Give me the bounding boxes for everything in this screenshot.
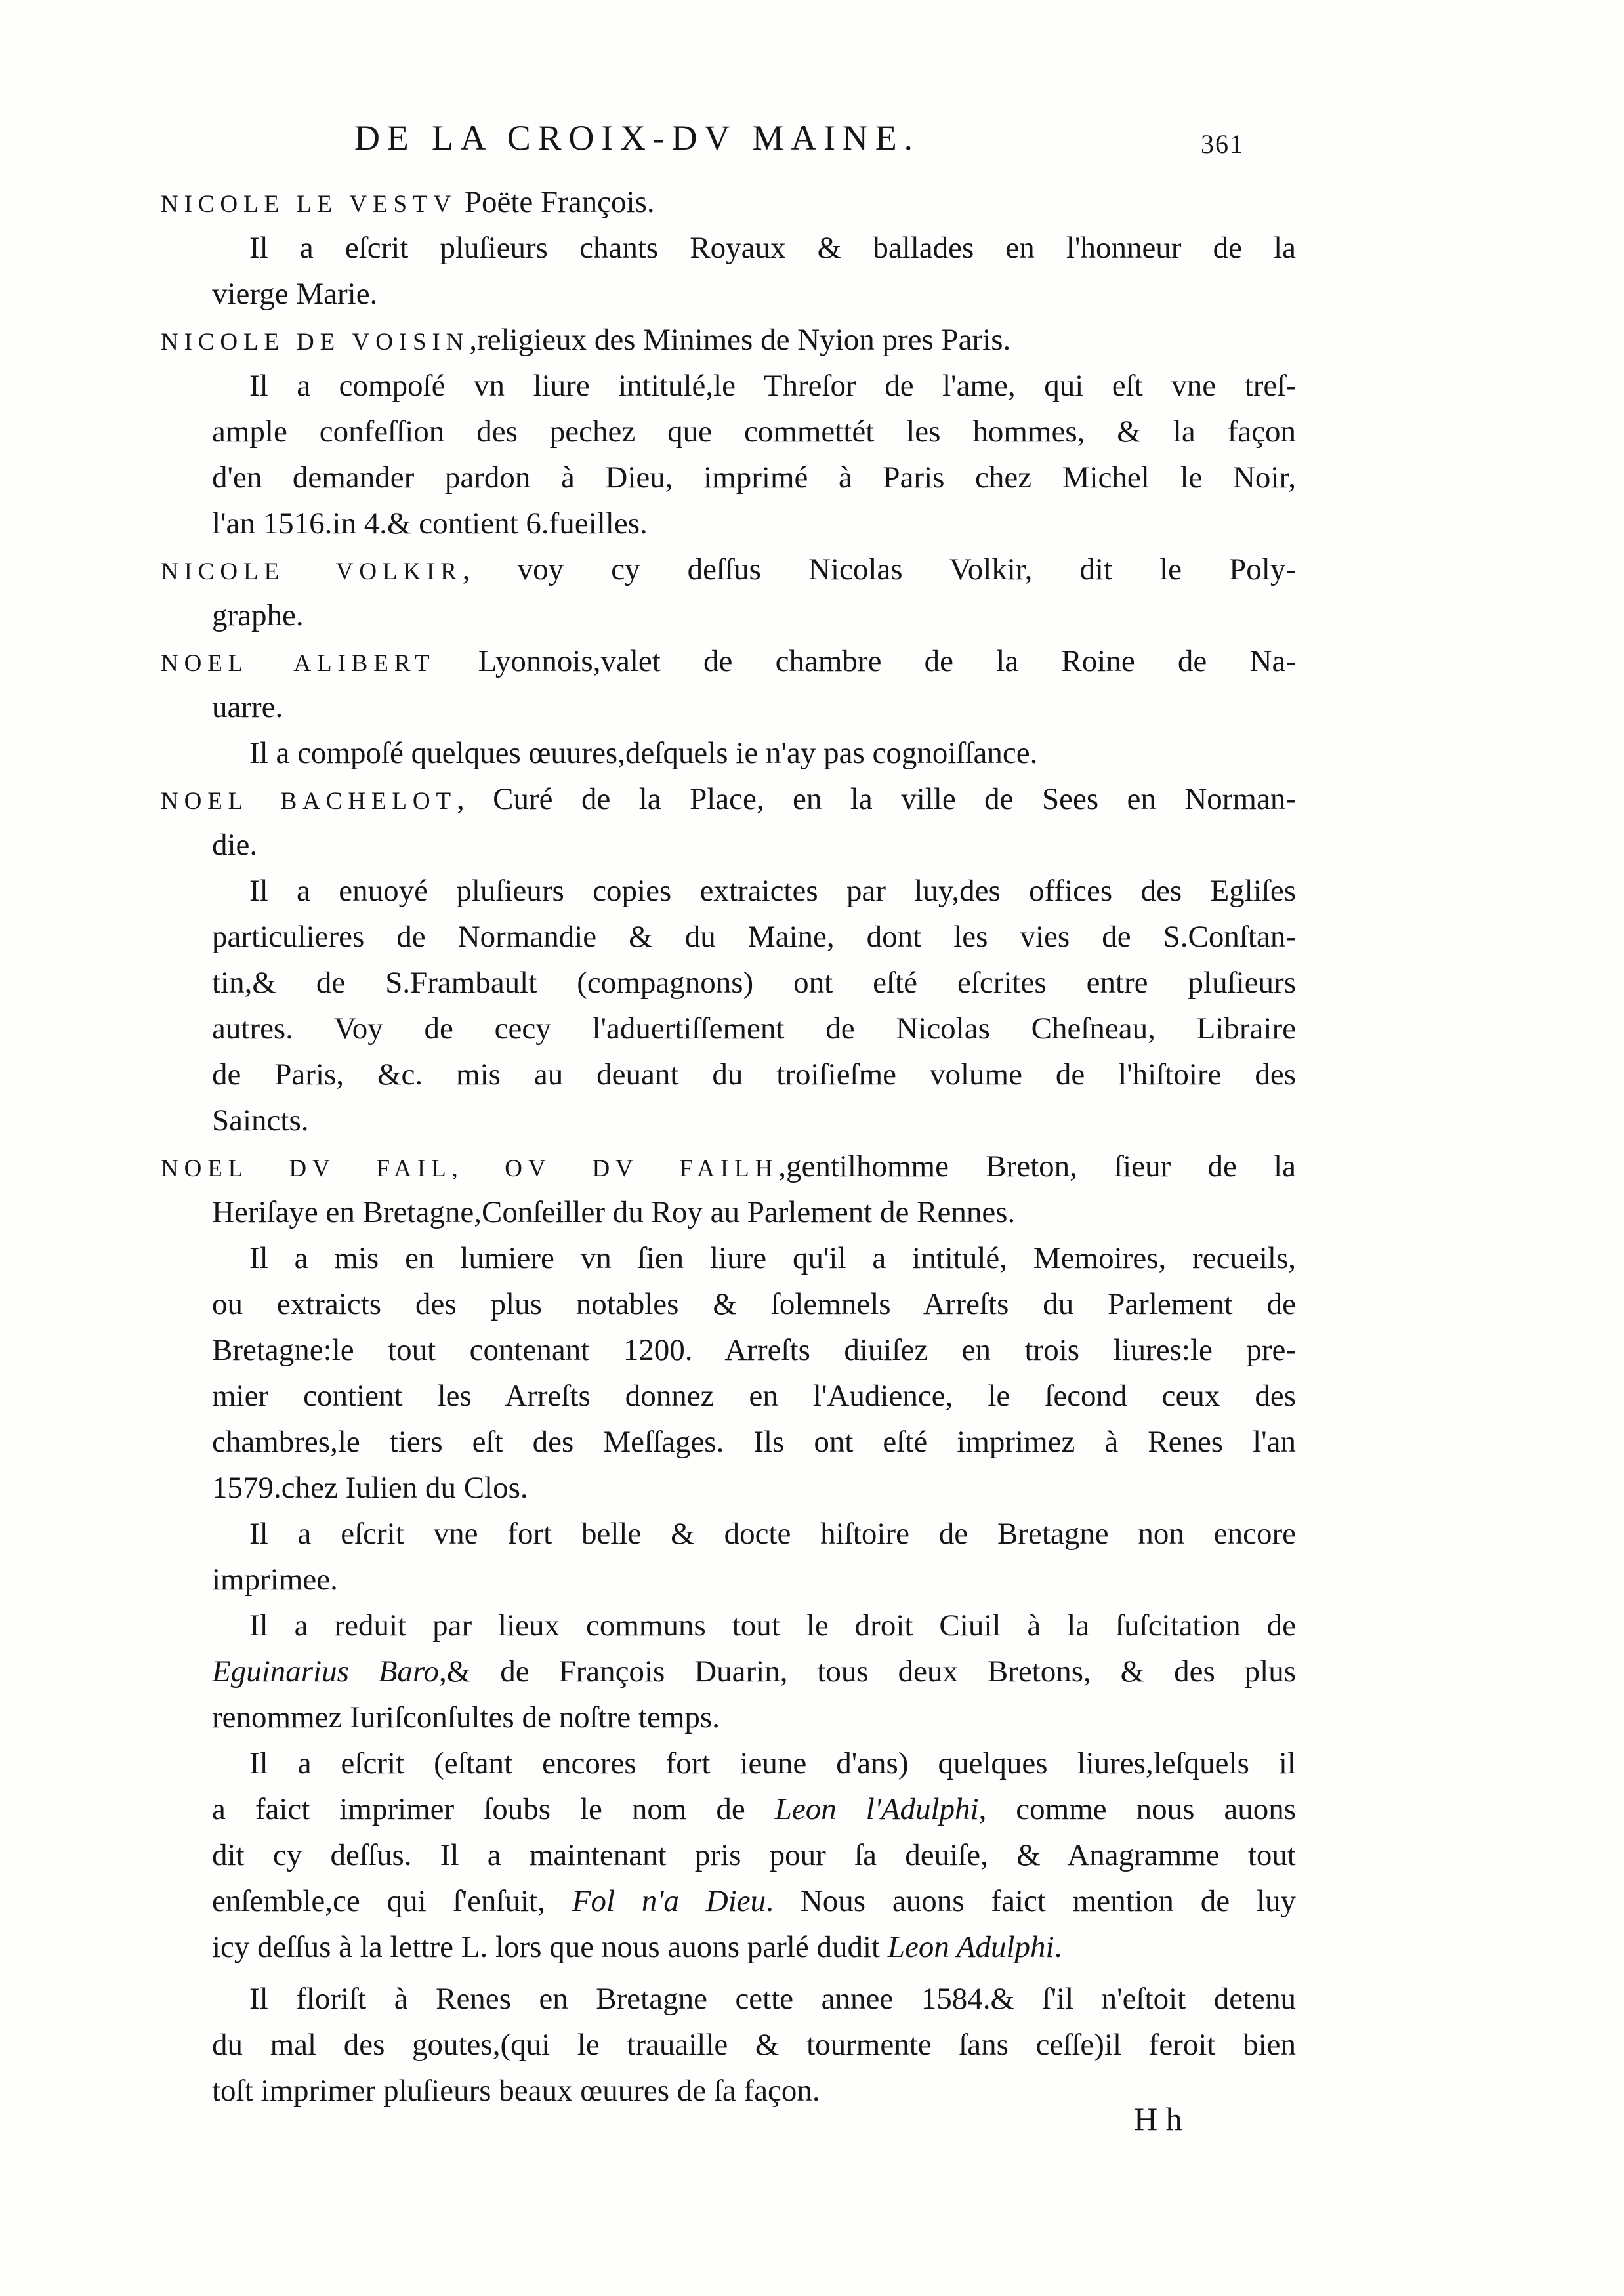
heading-continuation: graphe. xyxy=(212,598,304,632)
text-line xyxy=(161,1924,1296,1970)
text-line: Saincts. xyxy=(212,1103,309,1138)
text-line: ou extraicts des plus notables & ſolemnels Arreſts du Parlement de xyxy=(212,1287,1296,1321)
page-number: 361 xyxy=(1201,129,1244,159)
heading-text: ,religieux des Minimes de Nyion pres Paris. xyxy=(469,323,1011,357)
text-segment: icy deſſus à la lettre L. lors que nous auons parlé dudit xyxy=(212,1930,888,1964)
text-line xyxy=(161,1786,1296,1832)
heading-continuation: uarre. xyxy=(212,690,283,724)
text-line: Il floriſt à Renes en Bretagne cette annee 1584.& ſ'il n'eſtoit detenu xyxy=(249,1982,1296,2016)
paragraph xyxy=(161,363,1296,546)
paragraph xyxy=(161,1511,1296,1603)
paragraph xyxy=(161,1235,1296,1511)
entry-name: NICOLE VOLKIR xyxy=(161,558,463,585)
entry-nicole-de-voisin xyxy=(161,317,1296,546)
text-line: toſt imprimer pluſieurs beaux œuures de ſa façon. xyxy=(212,2074,820,2108)
entry-noel-alibert xyxy=(161,638,1296,776)
text-line: chambres,le tiers eſt des Meſſages. Ils ont eſté imprimez à Renes l'an xyxy=(212,1425,1296,1459)
paragraph xyxy=(161,1976,1296,2114)
text-segment: . Nous auons faict mention de luy xyxy=(766,1884,1296,1918)
heading-text: ,gentilhomme Breton, ſieur de la xyxy=(778,1149,1296,1183)
heading-text: Lyonnois,valet de chambre de la Roine de Na- xyxy=(435,644,1296,678)
text-line: particulieres de Normandie & du Maine, dont les vies de S.Conſtan- xyxy=(212,920,1296,954)
text-line: Il a enuoyé pluſieurs copies extraictes par luy,des offices des Egliſes xyxy=(249,874,1296,908)
text-line: ample confeſſion des pechez que commettét les hommes, & la façon xyxy=(212,415,1296,449)
text-line: tin,& de S.Frambault (compagnons) ont eſté eſcrites entre pluſieurs xyxy=(212,966,1296,1000)
text-line: d'en demander pardon à Dieu, imprimé à Paris chez Michel le Noir, xyxy=(212,461,1296,495)
text-line: Il a eſcrit (eſtant encores fort ieune d'ans) quelques liures,leſquels il xyxy=(249,1746,1296,1780)
text-segment: ,& de François Duarin, tous deux Bretons, & des plus xyxy=(439,1654,1296,1689)
text-line: autres. Voy de cecy l'aduertiſſement de Nicolas Cheſneau, Libraire xyxy=(212,1012,1296,1046)
text-line: de Paris, &c. mis au deuant du troiſieſme volume de l'hiſtoire des xyxy=(212,1057,1296,1092)
text-line: renommez Iuriſconſultes de noſtre temps. xyxy=(212,1700,720,1734)
entry-name: NOEL BACHELOT xyxy=(161,788,457,815)
text-line: Il a eſcrit pluſieurs chants Royaux & ballades en l'honneur de la xyxy=(249,231,1296,265)
text-line: l'an 1516.in 4.& contient 6.fueilles. xyxy=(212,506,648,541)
text-line: du mal des goutes,(qui le trauaille & tourmente ſans ceſſe)il feroit bien xyxy=(212,2028,1296,2062)
paragraph xyxy=(161,730,1296,776)
text-segment: enſemble,ce qui ſ'enſuit, xyxy=(212,1884,572,1918)
heading-text: , Curé de la Place, en la ville de Sees en Norman- xyxy=(456,782,1296,816)
entry-heading xyxy=(161,179,1296,225)
entry-name: NOEL DV FAIL, OV DV FAILH xyxy=(161,1155,779,1182)
text-line: Il a mis en lumiere vn ſien liure qu'il a intitulé, Memoires, recueils, xyxy=(249,1241,1296,1275)
paragraph xyxy=(161,868,1296,1143)
text-line: Bretagne:le tout contenant 1200. Arreſts diuiſez en trois liures:le pre- xyxy=(212,1333,1296,1367)
text-line xyxy=(161,1649,1296,1694)
text-line: dit cy deſſus. Il a maintenant pris pour ſa deuiſe, & Anagramme tout xyxy=(212,1838,1296,1872)
italic-motto: Fol n'a Dieu xyxy=(572,1884,766,1918)
text-line: 1579.chez Iulien du Clos. xyxy=(212,1471,528,1505)
entry-noel-bachelot xyxy=(161,776,1296,1143)
text-line: Il a compoſé quelques œuures,deſquels ie n'ay pas cognoiſſance. xyxy=(249,736,1038,770)
italic-name: Leon Adulphi xyxy=(887,1930,1054,1964)
text-line xyxy=(161,1878,1296,1924)
heading-text: , voy cy deſſus Nicolas Volkir, dit le Poly- xyxy=(462,552,1296,586)
text-segment: . xyxy=(1054,1930,1062,1964)
entry-heading xyxy=(161,546,1296,592)
entry-name: NICOLE DE VOISIN xyxy=(161,329,470,356)
text-line: imprimee. xyxy=(212,1563,338,1597)
entry-heading xyxy=(161,1143,1296,1189)
entry-heading xyxy=(161,776,1296,822)
italic-name: Eguinarius Baro xyxy=(212,1654,440,1689)
paragraph xyxy=(161,225,1296,317)
text-line: Il a compoſé vn liure intitulé,le Threſor de l'ame, qui eſt vne treſ- xyxy=(249,369,1296,403)
entry-heading xyxy=(161,317,1296,363)
text-line: vierge Marie. xyxy=(212,277,378,311)
entry-name: NICOLE LE VESTV xyxy=(161,191,457,218)
text-block xyxy=(161,179,1296,2114)
entry-nicole-le-vestv xyxy=(161,179,1296,317)
entry-name: NOEL ALIBERT xyxy=(161,650,436,677)
text-line: Il a eſcrit vne fort belle & docte hiſtoire de Bretagne non encore xyxy=(249,1517,1296,1551)
heading-continuation: Heriſaye en Bretagne,Conſeiller du Roy au Parlement de Rennes. xyxy=(212,1195,1016,1229)
heading-text: Poëte François. xyxy=(457,185,655,219)
running-title: DE LA CROIX-DV MAINE. xyxy=(354,118,920,157)
heading-continuation: die. xyxy=(212,828,258,862)
entry-heading xyxy=(161,638,1296,684)
text-segment: a faict imprimer ſoubs le nom de xyxy=(212,1792,775,1826)
text-line: mier contient les Arreſts donnez en l'Audience, le ſecond ceux des xyxy=(212,1379,1296,1413)
text-line: Il a reduit par lieux communs tout le droit Ciuil à la ſuſcitation de xyxy=(249,1609,1296,1643)
entry-noel-du-fail xyxy=(161,1143,1296,2114)
entry-nicole-volkir xyxy=(161,546,1296,638)
text-segment: , comme nous auons xyxy=(978,1792,1297,1826)
italic-name: Leon l'Adulphi xyxy=(774,1792,979,1826)
paragraph xyxy=(161,1603,1296,1740)
paragraph xyxy=(161,1740,1296,1970)
signature-mark: Hh xyxy=(1134,2101,1191,2137)
